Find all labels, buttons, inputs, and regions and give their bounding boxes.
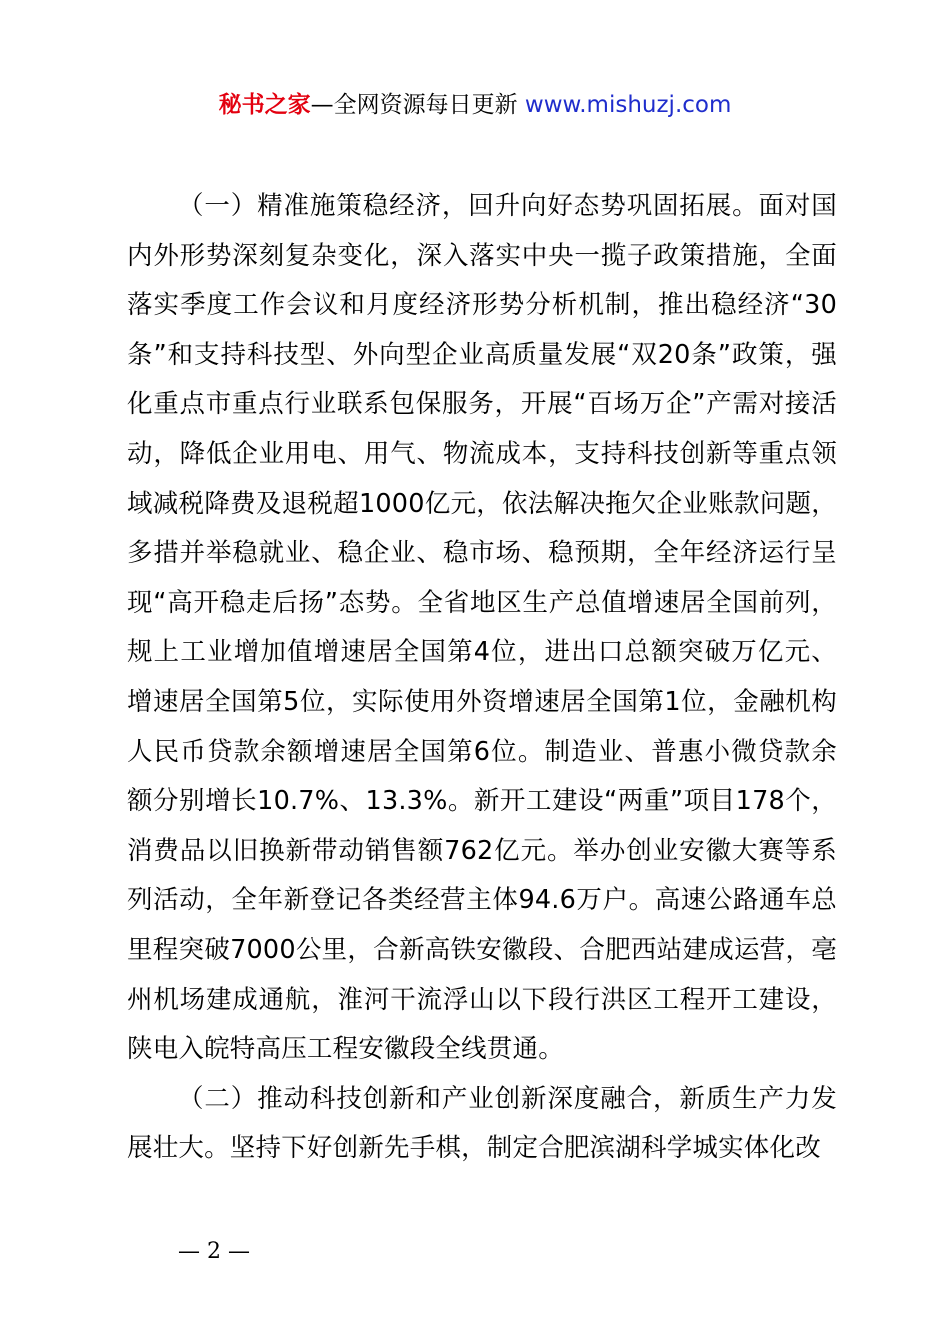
- site-url-link[interactable]: www.mishuzj.com: [524, 92, 732, 118]
- paragraph-1: （一）精准施策稳经济，回升向好态势巩固拓展。面对国内外形势深刻复杂变化，深入落实中央一揽子政策措施，全面落实季度工作会议和月度经济形势分析机制，推出稳经济“30条”和支持科技型、外向型企业高质量发展“双20条”政策，强化重点市重点行业联系包保服务，开展“百场万企”产需对接活动，降低企业用电、用气、物流成本，支持科技创新等重点领域减税降费及退税超1000亿元，依法解决拖欠企业账款问题，多措并举稳就业、稳企业、稳市场、稳预期，全年经济运行呈现“高开稳走后扬”态势。全省地区生产总值增速居全国前列，规上工业增加值增速居全国第4位，进出口总额突破万亿元、增速居全国第5位，实际使用外资增速居全国第1位，金融机构人民币贷款余额增速居全国第6位。制造业、普惠小微贷款余额分别增长10.7%、13.3%。新开工建设“两重”项目178个，消费品以旧换新带动销售额762亿元。举办创业安徽大赛等系列活动，全年新登记各类经营主体94.6万户。高速公路通车总里程突破7000公里，合新高铁安徽段、合肥西站建成运营，亳州机场建成通航，淮河干流浮山以下段行洪区工程开工建设，陕电入皖特高压工程安徽段全线贯通。: [127, 191, 837, 1065]
- site-header: [0, 88, 950, 122]
- header-tagline: —全网资源每日更新: [310, 92, 525, 118]
- document-body: [127, 182, 837, 1174]
- page-number: — 2 —: [178, 1239, 250, 1264]
- brand-name: 秘书之家: [218, 92, 311, 118]
- paragraph-2: （二）推动科技创新和产业创新深度融合，新质生产力发展壮大。坚持下好创新先手棋，制定合肥滨湖科学城实体化改: [127, 1083, 837, 1164]
